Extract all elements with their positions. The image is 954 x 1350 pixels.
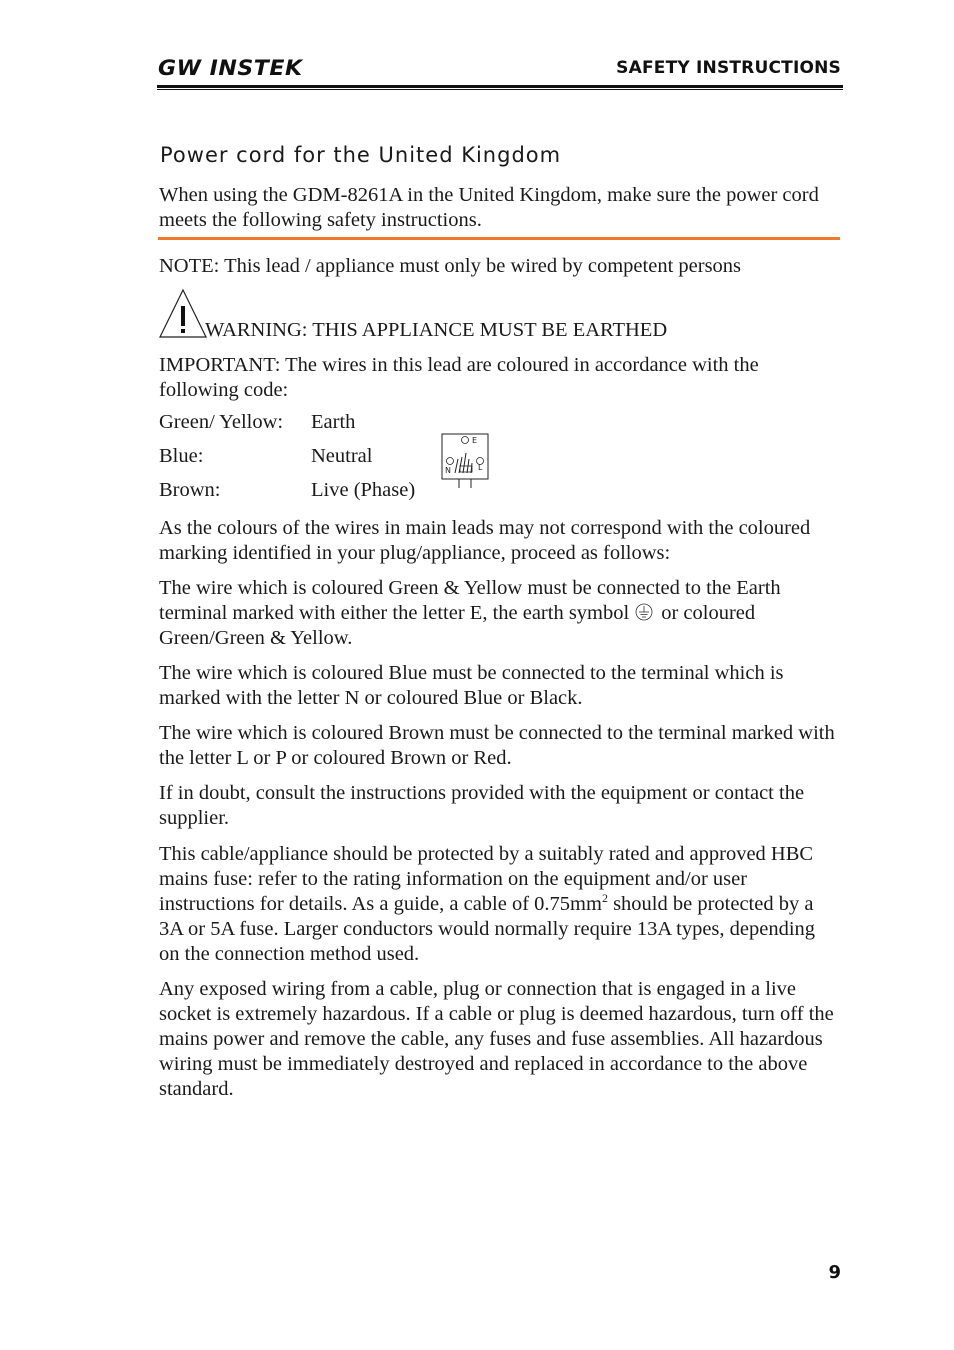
fuse-superscript: 2 bbox=[601, 891, 608, 906]
note-paragraph: NOTE: This lead / appliance must only be wired by competent persons bbox=[159, 255, 742, 277]
code-value-neutral: Neutral bbox=[311, 445, 373, 467]
header-rule-thin bbox=[157, 89, 843, 90]
uk-plug-wiring-icon bbox=[441, 433, 491, 489]
code-value-earth: Earth bbox=[311, 411, 356, 433]
code-value-live: Live (Phase) bbox=[311, 479, 416, 501]
plug-label-n: N bbox=[445, 466, 451, 475]
fuse-text-a: This cable/appliance should be protected by a suitably rated and approved HBC mains fuse: refer to the rating information on the equipment and/or user instructions for details. As a guide, a cable of 0.75mm bbox=[159, 843, 814, 915]
plug-label-l: L bbox=[478, 463, 483, 472]
plug-label-e: E bbox=[472, 436, 478, 445]
brand-logo: GW INSTEK bbox=[158, 56, 303, 80]
green-yellow-text-b: or coloured Green/Green & Yellow. bbox=[159, 602, 756, 649]
fuse-paragraph bbox=[159, 842, 839, 967]
header-title: SAFETY INSTRUCTIONS bbox=[616, 58, 841, 78]
warning-triangle-icon bbox=[158, 288, 208, 340]
colours-paragraph: As the colours of the wires in main leads may not correspond with the coloured marking identified in your plug/appliance, proceed as follows: bbox=[159, 517, 811, 564]
blue-paragraph: The wire which is coloured Blue must be connected to the terminal which is marked with the letter N or coloured Blue or Black. bbox=[159, 662, 784, 709]
green-yellow-text-a: The wire which is coloured Green & Yellow must be connected to the Earth terminal marked with either the letter E, the earth symbol bbox=[159, 577, 781, 624]
section-title: Power cord for the United Kingdom bbox=[160, 143, 562, 167]
fuse-text-b: should be protected by a 3A or 5A fuse. Larger conductors would normally require 13A types, depending on the connection method used. bbox=[159, 893, 816, 965]
intro-paragraph: When using the GDM-8261A in the United Kingdom, make sure the power cord meets the following safety instructions. bbox=[159, 184, 819, 231]
code-label-neutral: Blue: bbox=[159, 445, 204, 467]
earth-symbol-icon bbox=[635, 603, 653, 621]
important-paragraph: IMPORTANT: The wires in this lead are coloured in accordance with the following code: bbox=[159, 354, 759, 401]
warning-text: WARNING: THIS APPLIANCE MUST BE EARTHED bbox=[205, 319, 668, 341]
code-label-earth: Green/ Yellow: bbox=[159, 411, 284, 433]
code-label-live: Brown: bbox=[159, 479, 221, 501]
doubt-paragraph: If in doubt, consult the instructions provided with the equipment or contact the supplier. bbox=[159, 782, 805, 829]
page-number: 9 bbox=[828, 1262, 841, 1283]
exposed-wiring-paragraph: Any exposed wiring from a cable, plug or connection that is engaged in a live socket is extremely hazardous. If a cable or plug is deemed hazardous, turn off the mains power and remove the cable, any fuses and fuse assemblies. All hazardous wiring must be immediately destroyed and replaced in accordance to the above standard. bbox=[159, 978, 834, 1100]
header-rule bbox=[157, 85, 843, 88]
brown-paragraph: The wire which is coloured Brown must be connected to the terminal marked with the letter L or P or coloured Brown or Red. bbox=[159, 722, 835, 769]
section-divider bbox=[158, 237, 840, 240]
green-yellow-paragraph bbox=[159, 576, 839, 651]
